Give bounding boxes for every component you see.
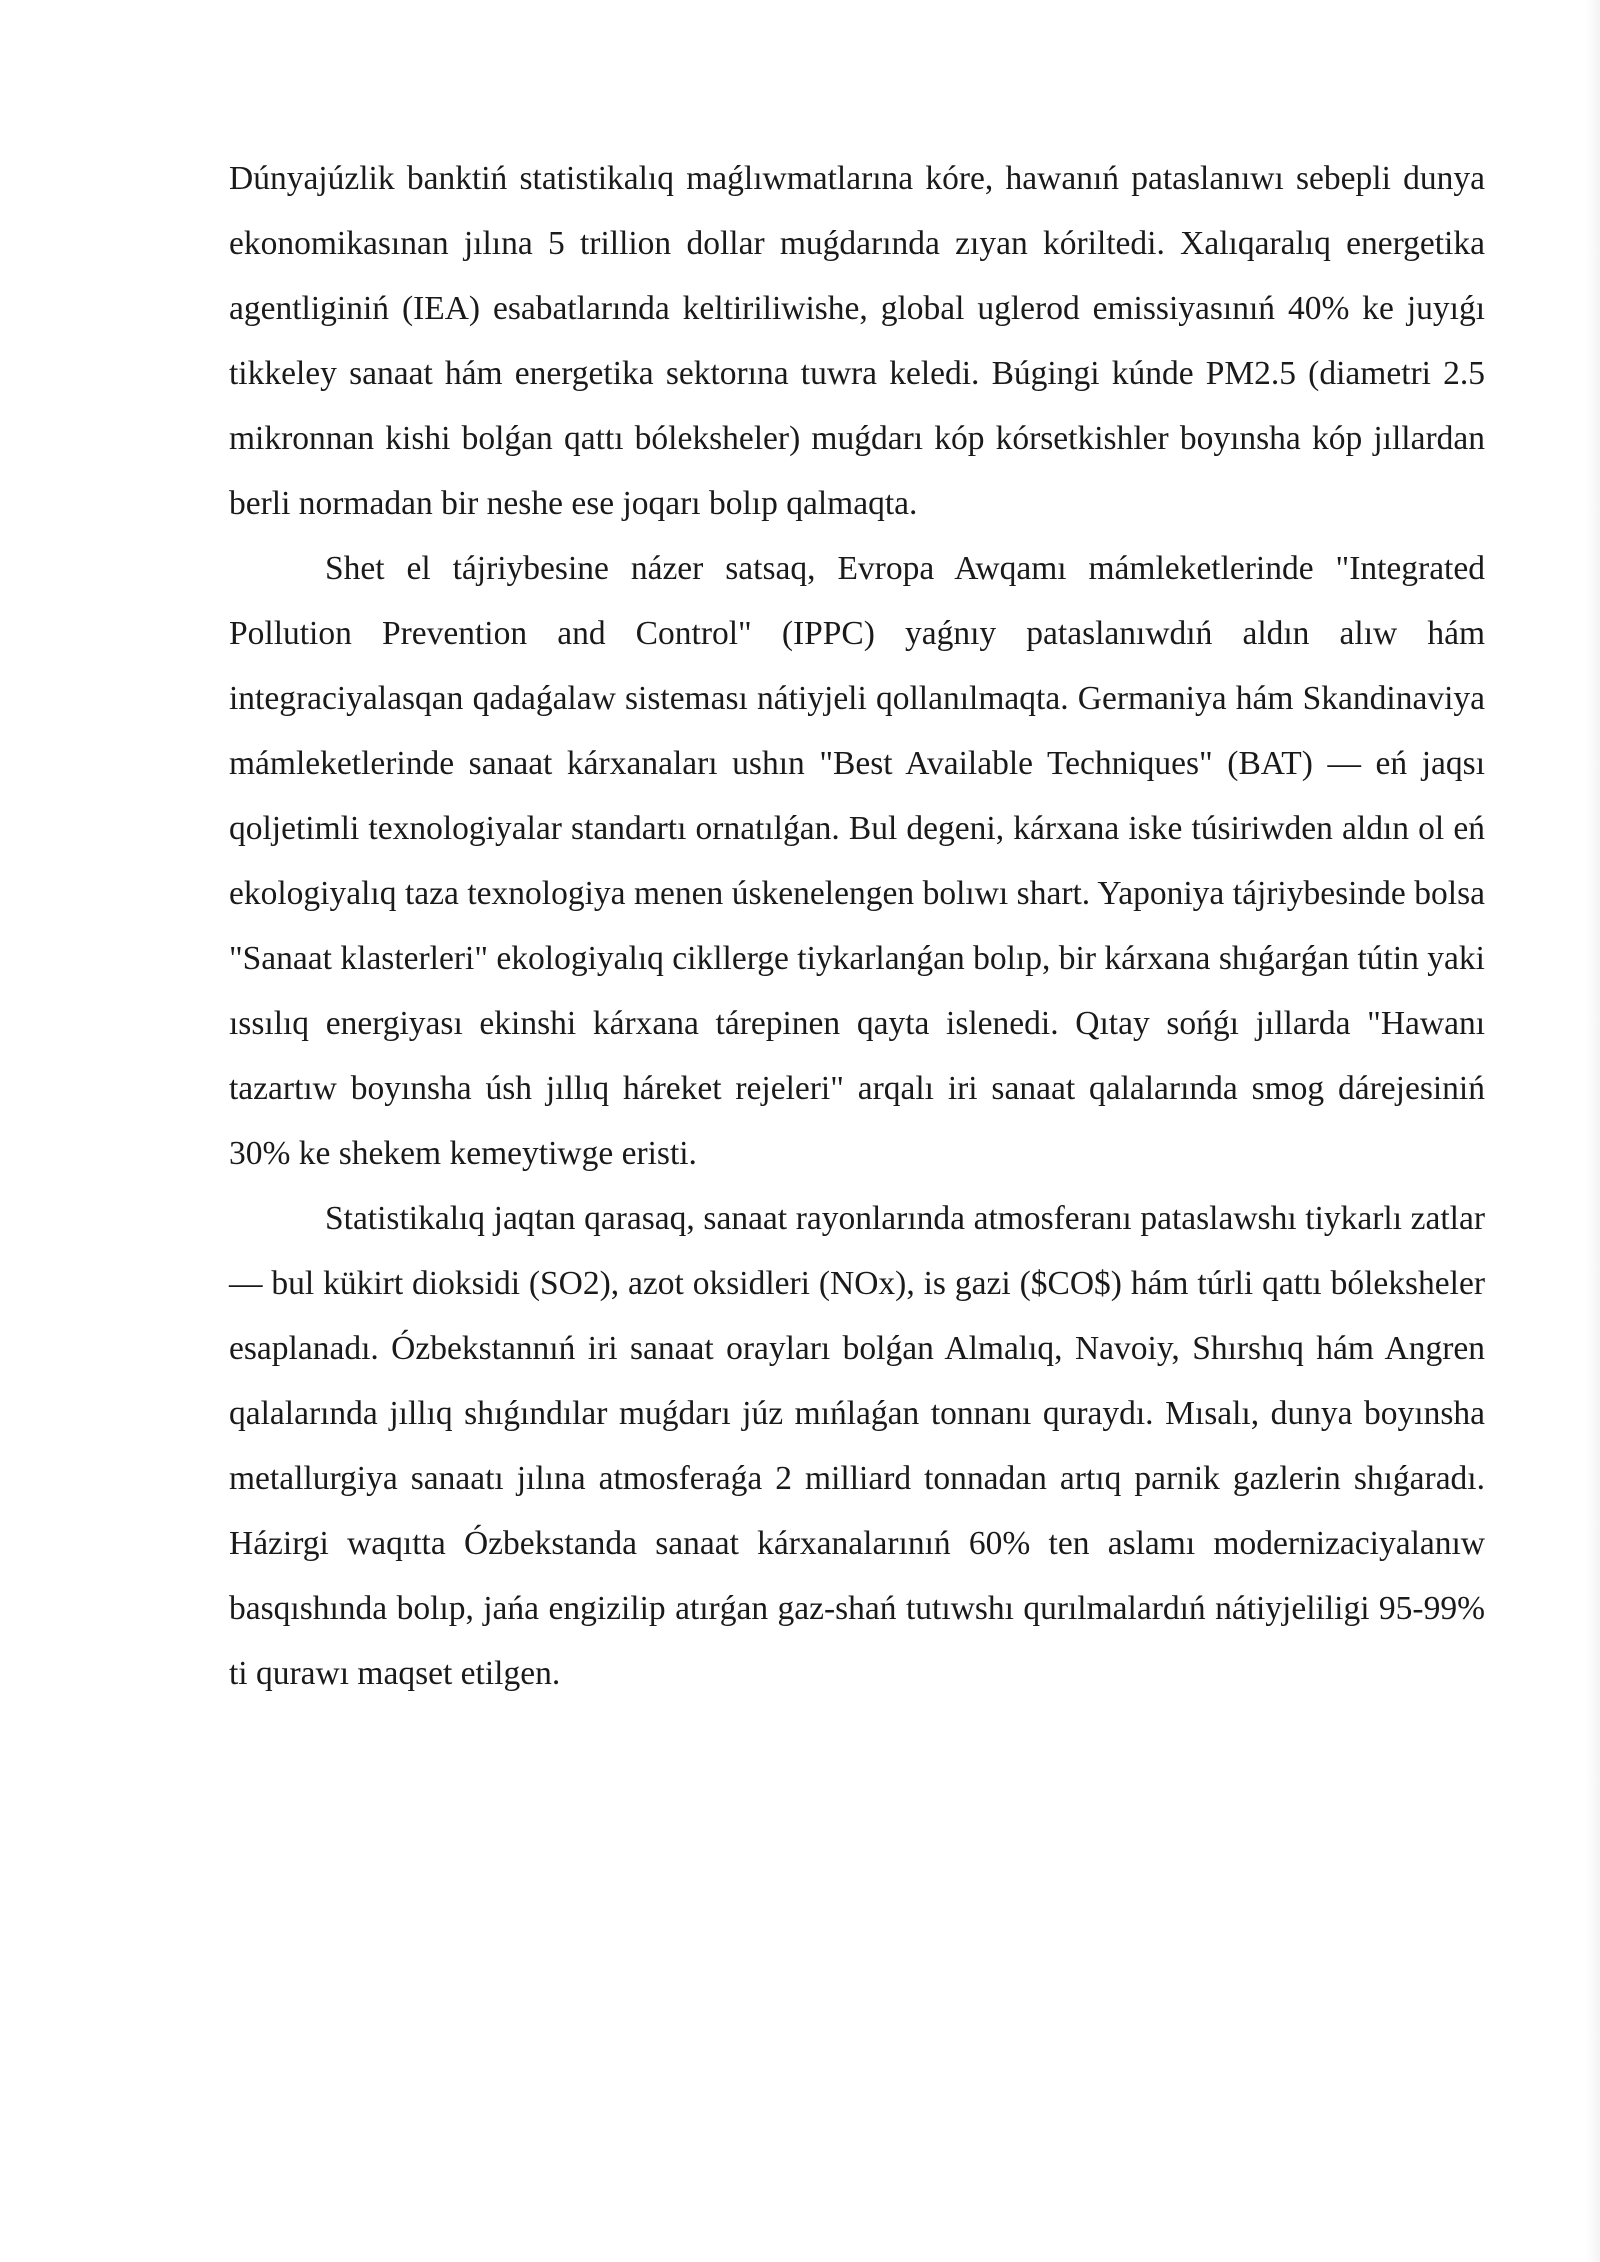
paragraph-2: Shet el tájriybesine názer satsaq, Evropa Awqamı mámleketlerinde "Integrated Pollution Prevention and Control" (IPPC) yaǵnıy pataslanıwdıń aldın alıw hám integraciyalasqan qadaǵalaw sisteması nátiyjeli qollanılmaqta. Germaniya hám Skandinaviya mámleketlerinde sanaat kárxanaları ushın "Best Available Techniques" (BAT) — eń jaqsı qoljetimli texnologiyalar standartı ornatılǵan. Bul degeni, kárxana iske túsiriwden aldın ol eń ekologiyalıq taza texnologiya menen úskenelengen bolıwı shart. Yaponiya tájriybesinde bolsa "Sanaat klasterleri" ekologiyalıq cikllerge tiykarlanǵan bolıp, bir kárxana shıǵarǵan tútin yaki ıssılıq energiyası ekinshi kárxana tárepinen qayta islenedi. Qıtay sońǵı jıllarda "Hawanı tazartıw boyınsha úsh jıllıq háreket rejeleri" arqalı iri sanaat qalalarında smog dárejesiniń 30% ke shekem kemeytiwge eristi. <box>229 550 1485 1172</box>
paragraph-3: Statistikalıq jaqtan qarasaq, sanaat rayonlarında atmosferanı pataslawshı tiykarlı zatlar — bul kükirt dioksidi (SO2), azot oksidleri (NOx), is gazi ($CO$) hám túrli qattı bóleksheler esaplanadı. Ózbekstannıń iri sanaat orayları bolǵan Almalıq, Navoiy, Shırshıq hám Angren qalalarında jıllıq shıǵındılar muǵdarı júz mıńlaǵan tonnanı quraydı. Mısalı, dunya boyınsha metallurgiya sanaatı jılına atmosferaǵa 2 milliard tonnadan artıq parnik gazlerin shıǵaradı. Házirgi waqıtta Ózbekstanda sanaat kárxanalarınıń 60% ten aslamı modernizaciyalanıw basqıshında bolıp, jańa engizilip atırǵan gaz-shań tutıwshı qurılmalardıń nátiyjeliligi 95-99% ti qurawı maqset etilgen. <box>229 1200 1485 1692</box>
document-body <box>229 146 1485 1706</box>
paragraph-1: Dúnyajúzlik banktiń statistikalıq maǵlıwmatlarına kóre, hawanıń pataslanıwı sebepli dunya ekonomikasınan jılına 5 trillion dollar muǵdarında zıyan kóriltedi. Xalıqaralıq energetika agentliginiń (IEA) esabatlarında keltiriliwishe, global uglerod emissiyasınıń 40% ke juyıǵı tikkeley sanaat hám energetika sektorına tuwra keledi. Búgingi kúnde PM2.5 (diametri 2.5 mikronnan kishi bolǵan qattı bóleksheler) muǵdarı kóp kórsetkishler boyınsha kóp jıllardan berli normadan bir neshe ese joqarı bolıp qalmaqta. <box>229 160 1485 522</box>
page-edge-shadow <box>1586 0 1600 2262</box>
